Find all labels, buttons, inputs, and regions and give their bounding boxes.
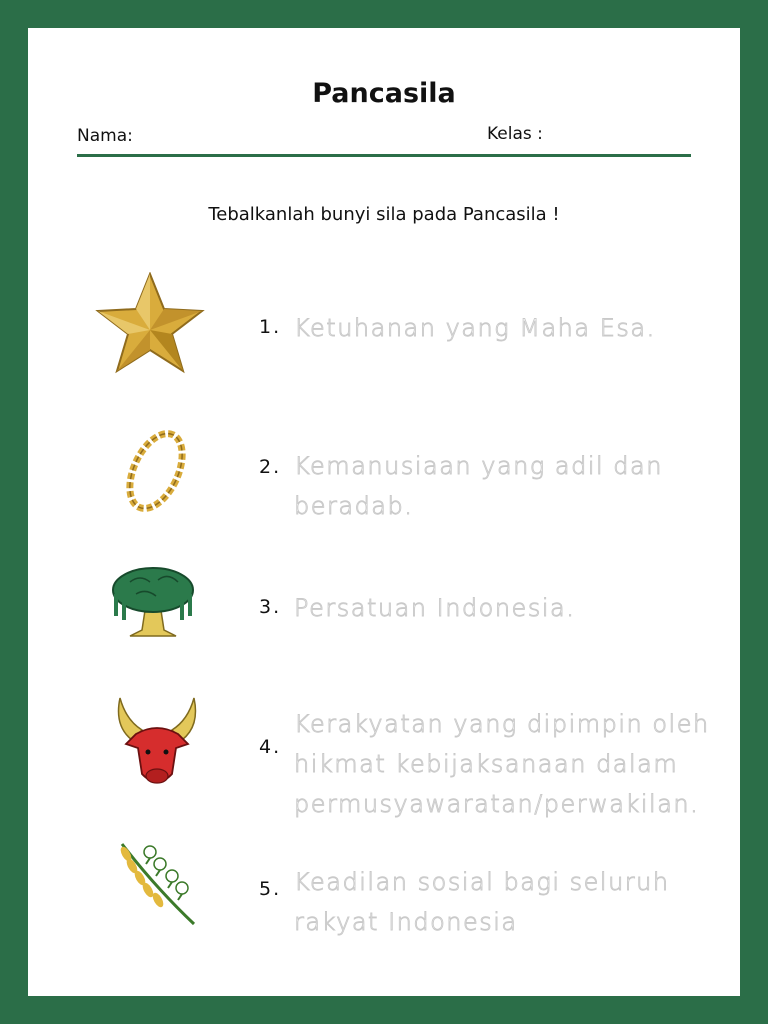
sila-5-line-2: rakyat Indonesia (294, 908, 518, 936)
chain-icon (116, 426, 196, 520)
star-icon (94, 272, 206, 378)
sila-2-text (294, 446, 734, 526)
sila-2-line-1: Kemanusiaan yang adil dan (294, 452, 663, 480)
bull-head-icon (112, 696, 202, 798)
banyan-tree-icon (110, 564, 196, 646)
sila-4-text (294, 704, 734, 824)
sila-5-line-1: Keadilan sosial bagi seluruh (294, 868, 670, 896)
sila-2-number: 2. (259, 456, 282, 478)
sila-4-number: 4. (259, 736, 282, 758)
page-title: Pancasila (312, 78, 456, 109)
name-label: Nama: (77, 126, 133, 146)
sila-1-line-1: Ketuhanan yang Maha Esa. (294, 314, 656, 342)
sila-3-number: 3. (259, 596, 282, 618)
sila-5-number: 5. (259, 878, 282, 900)
instruction-text: Tebalkanlah bunyi sila pada Pancasila ! (208, 204, 560, 225)
class-label: Kelas : (487, 124, 543, 144)
sila-4-line-3: permusyawaratan/perwakilan. (294, 790, 700, 818)
name-underline (77, 154, 691, 157)
sila-4-line-2: hikmat kebijaksanaan dalam (294, 750, 679, 778)
sila-4-line-1: Kerakyatan yang dipimpin oleh (294, 710, 710, 738)
sila-1-text (294, 308, 734, 348)
worksheet-page (28, 28, 740, 996)
sila-2-line-2: beradab. (294, 492, 414, 520)
sila-3-line-1: Persatuan Indonesia. (294, 594, 576, 622)
sila-1-number: 1. (259, 316, 282, 338)
rice-cotton-icon (116, 838, 198, 932)
sila-5-text (294, 862, 734, 942)
sila-3-text (294, 588, 734, 628)
